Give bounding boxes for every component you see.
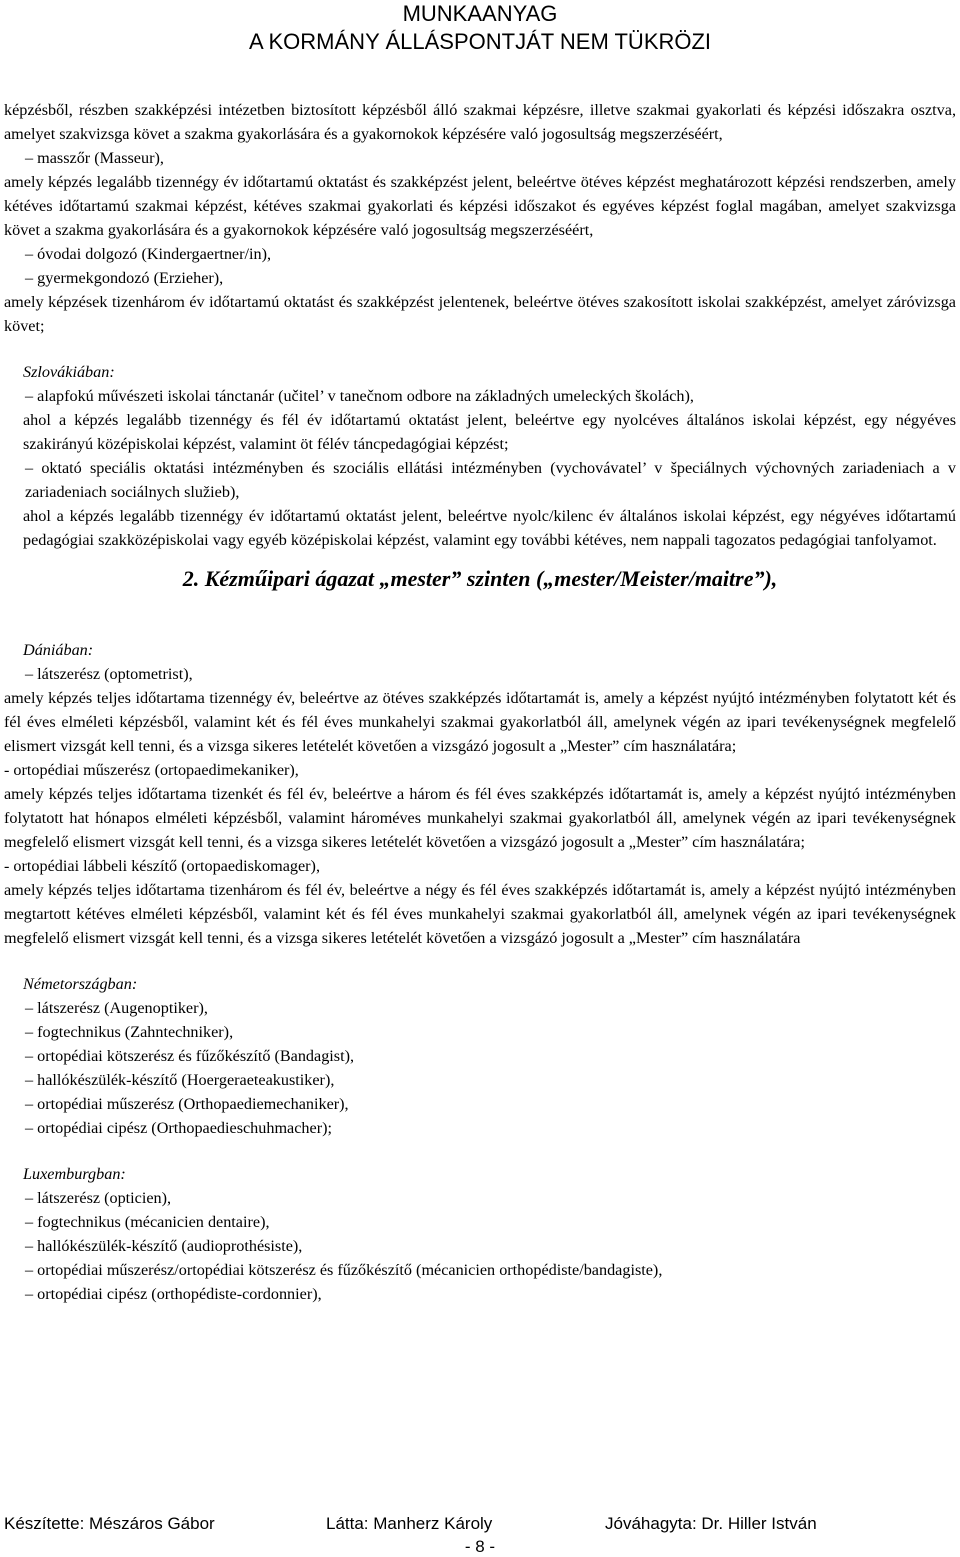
spacer: [4, 338, 956, 360]
list-item: – gyermekgondozó (Erzieher),: [4, 266, 956, 290]
footer-author: Készítette: Mészáros Gábor: [4, 1514, 215, 1533]
list-item: – ortopédiai cipész (orthopédiste-cordonnier),: [4, 1282, 956, 1306]
list-item: - ortopédiai műszerész (ortopaedimekaniker),: [4, 761, 299, 779]
country-heading-slovakia: Szlovákiában:: [23, 363, 115, 381]
list-item: – látszerész (Augenoptiker),: [4, 996, 956, 1020]
list-item: – látszerész (optometrist),: [4, 662, 956, 686]
paragraph: amely képzés teljes időtartama tizenkét és fél év, beleértve a három és fél éves szakképzés időtartamát is, amely a képzést nyújtó intézményben folytatott hat hónapos elméleti képzésből, valamint hároméves munkahelyi szakmai gyakorlatból áll, amelynek végén az ipari tevékenységnek megfelelő elismert vizsgát kell tenni, és a vizsga sikeres letételét követően a vizsgázó jogosult a „Mester” cím használatára;: [4, 785, 956, 851]
paragraph: amely képzés teljes időtartama tizenhárom és fél év, beleértve a négy és fél éves szakképzés időtartamát is, amely a képzést nyújtó intézményben megtartott kétéves elméleti képzésből, valamint két és fél éves munkahelyi szakmai gyakorlatból áll, amelynek végén az ipari tevékenységnek megfelelő elismert vizsgát kell tenni, és a vizsga sikeres letételét követően a vizsgázó jogosult a „Mester” cím használatára: [4, 881, 956, 947]
section-heading: 2. Kézműipari ágazat „mester” szinten („mester/Meister/maitre”),: [182, 566, 778, 591]
paragraph: amely képzés legalább tizennégy év időtartamú oktatást és szakképzést jelent, beleértve ötéves képzést meghatározott képzési rendszerben, amely kétéves időtartamú szakmai képzést, kétéves szakmai gyakorlati és képzési időszakot és egyéves képzést foglal magában, amelyet szakvizsga követ a szakma gyakorlására és a gyakornokok képzésére való jogosultság megszerzéséért,: [4, 173, 956, 239]
list-item: - ortopédiai lábbeli készítő (ortopaediskomager),: [4, 857, 320, 875]
list-item: – ortopédiai cipész (Orthopaedieschuhmacher);: [4, 1116, 956, 1140]
list-item: – ortopédiai kötszerész és fűzőkészítő (Bandagist),: [4, 1044, 956, 1068]
paragraph: képzésből, részben szakképzési intézetben biztosított képzésből álló szakmai képzésre, illetve szakmai gyakorlati és képzési időszakra osztva, amelyet szakvizsga követ a szakma gyakorlására és a gyakornokok képzésére való jogosultság megszerzéséért,: [4, 101, 956, 143]
list-item: – ortopédiai műszerész (Orthopaediemechaniker),: [4, 1092, 956, 1116]
footer-reviewer: Látta: Manherz Károly: [326, 1514, 493, 1533]
header-line-2: A KORMÁNY ÁLLÁSPONTJÁT NEM TÜKRÖZI: [248, 29, 712, 54]
spacer: [4, 950, 956, 972]
list-item: – masszőr (Masseur),: [4, 146, 956, 170]
country-heading-luxembourg: Luxemburgban:: [23, 1165, 126, 1183]
footer-approver: Jóváhagyta: Dr. Hiller István: [605, 1514, 817, 1533]
country-heading-denmark: Dániában:: [23, 641, 94, 659]
paragraph: ahol a képzés legalább tizennégy és fél év időtartamú oktatást jelent, beleértve egy nyolcéves általános iskolai képzést, egy négyéves szakirányú középiskolai képzést, valamint öt félév táncpedagógiai képzést;: [23, 411, 956, 453]
list-item: – oktató speciális oktatási intézményben és szociális ellátási intézményben (vychovávatel’ v špeciálnych výchovných zariadeniach a v zariadeniach sociálnych služieb),: [4, 456, 956, 504]
document-body: [4, 98, 956, 1306]
list-item: – hallókészülék-készítő (audioprothésiste),: [4, 1234, 956, 1258]
list-item: – hallókészülék-készítő (Hoergeraeteakustiker),: [4, 1068, 956, 1092]
paragraph: amely képzés teljes időtartama tizennégy év, beleértve az ötéves szakképzés időtartamát is, amely a képzést nyújtó intézményben folytatott két és fél éves elméleti képzésből, valamint két és fél éves munkahelyi szakmai gyakorlatból áll, amelynek végén az ipari tevékenységnek megfelelő elismert vizsgát kell tenni, és a vizsga sikeres letételét követően a vizsgázó jogosult a „Mester” cím használatára;: [4, 689, 956, 755]
list-item: – látszerész (opticien),: [4, 1186, 956, 1210]
header-line-1: MUNKAANYAG: [402, 1, 558, 26]
spacer: [4, 1140, 956, 1162]
list-item: – fogtechnikus (Zahntechniker),: [4, 1020, 956, 1044]
spacer: [4, 594, 956, 616]
list-item: – fogtechnikus (mécanicien dentaire),: [4, 1210, 956, 1234]
list-item: – ortopédiai műszerész/ortopédiai kötszerész és fűzőkészítő (mécanicien orthopédiste/bandagiste),: [4, 1258, 956, 1282]
page-number: - 8 -: [464, 1537, 496, 1556]
paragraph: ahol a képzés legalább tizennégy év időtartamú oktatást jelent, beleértve nyolc/kilenc év általános iskolai képzést, egy négyéves időtartamú pedagógiai szakközépiskolai vagy egyéb középiskolai képzést, valamint egy további kétéves, nem nappali tagozatos pedagógiai tanfolyamot.: [23, 507, 956, 549]
watermark-header: [0, 0, 960, 56]
list-item: – alapfokú művészeti iskolai tánctanár (učitel’ v tanečnom odbore na základných umeleckých školách),: [4, 384, 956, 408]
paragraph: amely képzések tizenhárom év időtartamú oktatást és szakképzést jelentenek, beleértve ötéves szakosított iskolai szakképzést, amelyet záróvizsga követ;: [4, 293, 956, 335]
list-item: – óvodai dolgozó (Kindergaertner/in),: [4, 242, 956, 266]
country-heading-germany: Németországban:: [23, 975, 138, 993]
spacer: [4, 616, 956, 638]
